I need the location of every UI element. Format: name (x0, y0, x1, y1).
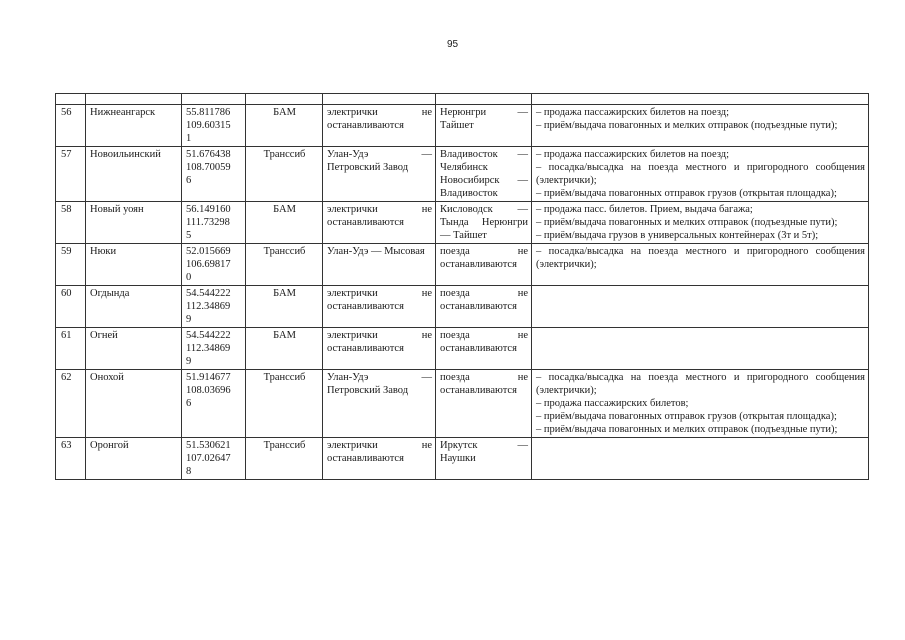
coordinates-cell (182, 286, 246, 328)
station-name-cell: Нижнеангарск (86, 105, 182, 147)
long-distance-trains-cell: поезда не останавливаются (436, 286, 532, 328)
service-item: – приём/выдача повагонных и мелких отправок (подъездные пути); (536, 424, 838, 435)
services-cell (532, 328, 869, 370)
station-name-cell: Нюки (86, 244, 182, 286)
services-cell (532, 105, 869, 147)
services-cell (532, 202, 869, 244)
row-number-cell: 62 (56, 370, 86, 438)
coordinate-line: 56.149160 (186, 204, 231, 215)
station-name-cell: Огдында (86, 286, 182, 328)
service-item: – приём/выдача повагонных отправок грузов (открытая площадка); (536, 411, 837, 422)
coordinates-cell (182, 328, 246, 370)
header-cell (86, 94, 182, 105)
coordinate-line: 108.03696 (186, 385, 231, 396)
coordinate-line: 0 (186, 272, 192, 283)
services-cell (532, 370, 869, 438)
station-name-cell: Оронгой (86, 438, 182, 480)
suburban-route-cell: Улан-Удэ — Петровский Завод (323, 147, 436, 202)
coordinate-line: 54.544222 (186, 288, 231, 299)
coordinate-line: 112.34869 (186, 301, 231, 312)
station-name-cell: Онохой (86, 370, 182, 438)
direction-cell: БАМ (246, 202, 323, 244)
coordinate-line: 112.34869 (186, 343, 231, 354)
row-number-cell: 60 (56, 286, 86, 328)
service-item: – продажа пасс. билетов. Прием, выдача багажа; (536, 204, 753, 215)
suburban-route-cell: электрички не останавливаются (323, 105, 436, 147)
coordinate-line: 51.676438 (186, 149, 231, 160)
suburban-route-cell: электрички не останавливаются (323, 328, 436, 370)
long-distance-trains-cell: поезда не останавливаются (436, 328, 532, 370)
stations-table (55, 93, 869, 480)
services-cell (532, 147, 869, 202)
coordinate-line: 108.70059 (186, 162, 231, 173)
service-item: – посадка/высадка на поезда местного и пригородного сообщения (электрички); (536, 372, 865, 396)
coordinate-line: 1 (186, 133, 192, 144)
direction-cell: Транссиб (246, 147, 323, 202)
header-cell (246, 94, 323, 105)
station-name-cell: Новоильинский (86, 147, 182, 202)
header-cell (436, 94, 532, 105)
long-distance-trains-cell: Владивосток — Челябинск Новосибирск — Владивосток (436, 147, 532, 202)
coordinate-line: 6 (186, 398, 192, 409)
suburban-route-cell: Улан-Удэ — Мысовая (323, 244, 436, 286)
direction-cell: Транссиб (246, 438, 323, 480)
service-item: – посадка/высадка на поезда местного и пригородного сообщения (электрички); (536, 162, 865, 186)
coordinates-cell (182, 202, 246, 244)
coordinates-cell (182, 370, 246, 438)
coordinate-line: 109.60315 (186, 120, 231, 131)
table-row (56, 202, 869, 244)
row-number-cell: 58 (56, 202, 86, 244)
suburban-route-cell: электрички не останавливаются (323, 286, 436, 328)
page-number: 95 (446, 39, 459, 50)
suburban-route-cell: электрички не останавливаются (323, 438, 436, 480)
coordinates-cell (182, 105, 246, 147)
coordinate-line: 55.811786 (186, 107, 231, 118)
table-row (56, 286, 869, 328)
coordinate-line: 106.69817 (186, 259, 231, 270)
services-cell (532, 244, 869, 286)
direction-cell: Транссиб (246, 244, 323, 286)
suburban-route-cell: Улан-Удэ — Петровский Завод (323, 370, 436, 438)
row-number-cell: 59 (56, 244, 86, 286)
suburban-route-cell: электрички не останавливаются (323, 202, 436, 244)
coordinates-cell (182, 147, 246, 202)
header-cell (56, 94, 86, 105)
table-row (56, 328, 869, 370)
long-distance-trains-cell: Нерюнгри — Тайшет (436, 105, 532, 147)
table-row (56, 105, 869, 147)
coordinate-line: 5 (186, 230, 192, 241)
services-cell (532, 438, 869, 480)
service-item: – приём/выдача грузов в универсальных контейнерах (3т и 5т); (536, 230, 819, 241)
table-row (56, 244, 869, 286)
table-row (56, 438, 869, 480)
row-number-cell: 57 (56, 147, 86, 202)
long-distance-trains-cell: поезда не останавливаются (436, 370, 532, 438)
coordinate-line: 9 (186, 356, 192, 367)
service-item: – посадка/высадка на поезда местного и пригородного сообщения (электрички); (536, 246, 865, 270)
row-number-cell: 56 (56, 105, 86, 147)
coordinate-line: 51.914677 (186, 372, 231, 383)
service-item: – приём/выдача повагонных и мелких отправок (подъездные пути); (536, 217, 838, 228)
long-distance-trains-cell: Кисловодск — Тында Нерюнгри — Тайшет (436, 202, 532, 244)
coordinate-line: 54.544222 (186, 330, 231, 341)
coordinate-line: 107.02647 (186, 453, 231, 464)
direction-cell: БАМ (246, 105, 323, 147)
coordinate-line: 111.73298 (186, 217, 230, 228)
coordinate-line: 51.530621 (186, 440, 231, 451)
row-number-cell: 61 (56, 328, 86, 370)
long-distance-trains-cell: поезда не останавливаются (436, 244, 532, 286)
direction-cell: БАМ (246, 286, 323, 328)
row-number-cell: 63 (56, 438, 86, 480)
table-header-row (56, 94, 869, 105)
service-item: – продажа пассажирских билетов на поезд; (536, 149, 730, 160)
coordinate-line: 6 (186, 175, 192, 186)
coordinate-line: 52.015669 (186, 246, 231, 257)
services-cell (532, 286, 869, 328)
station-name-cell: Новый уоян (86, 202, 182, 244)
long-distance-trains-cell: Иркутск — Наушки (436, 438, 532, 480)
coordinates-cell (182, 244, 246, 286)
station-name-cell: Огней (86, 328, 182, 370)
table-row (56, 147, 869, 202)
service-item: – приём/выдача повагонных и мелких отправок (подъездные пути); (536, 120, 838, 131)
direction-cell: Транссиб (246, 370, 323, 438)
header-cell (182, 94, 246, 105)
coordinate-line: 9 (186, 314, 192, 325)
coordinate-line: 8 (186, 466, 192, 477)
header-cell (323, 94, 436, 105)
table-row (56, 370, 869, 438)
coordinates-cell (182, 438, 246, 480)
header-cell (532, 94, 869, 105)
service-item: – продажа пассажирских билетов на поезд; (536, 107, 730, 118)
service-item: – продажа пассажирских билетов; (536, 398, 689, 409)
service-item: – приём/выдача повагонных отправок грузов (открытая площадка); (536, 188, 837, 199)
direction-cell: БАМ (246, 328, 323, 370)
